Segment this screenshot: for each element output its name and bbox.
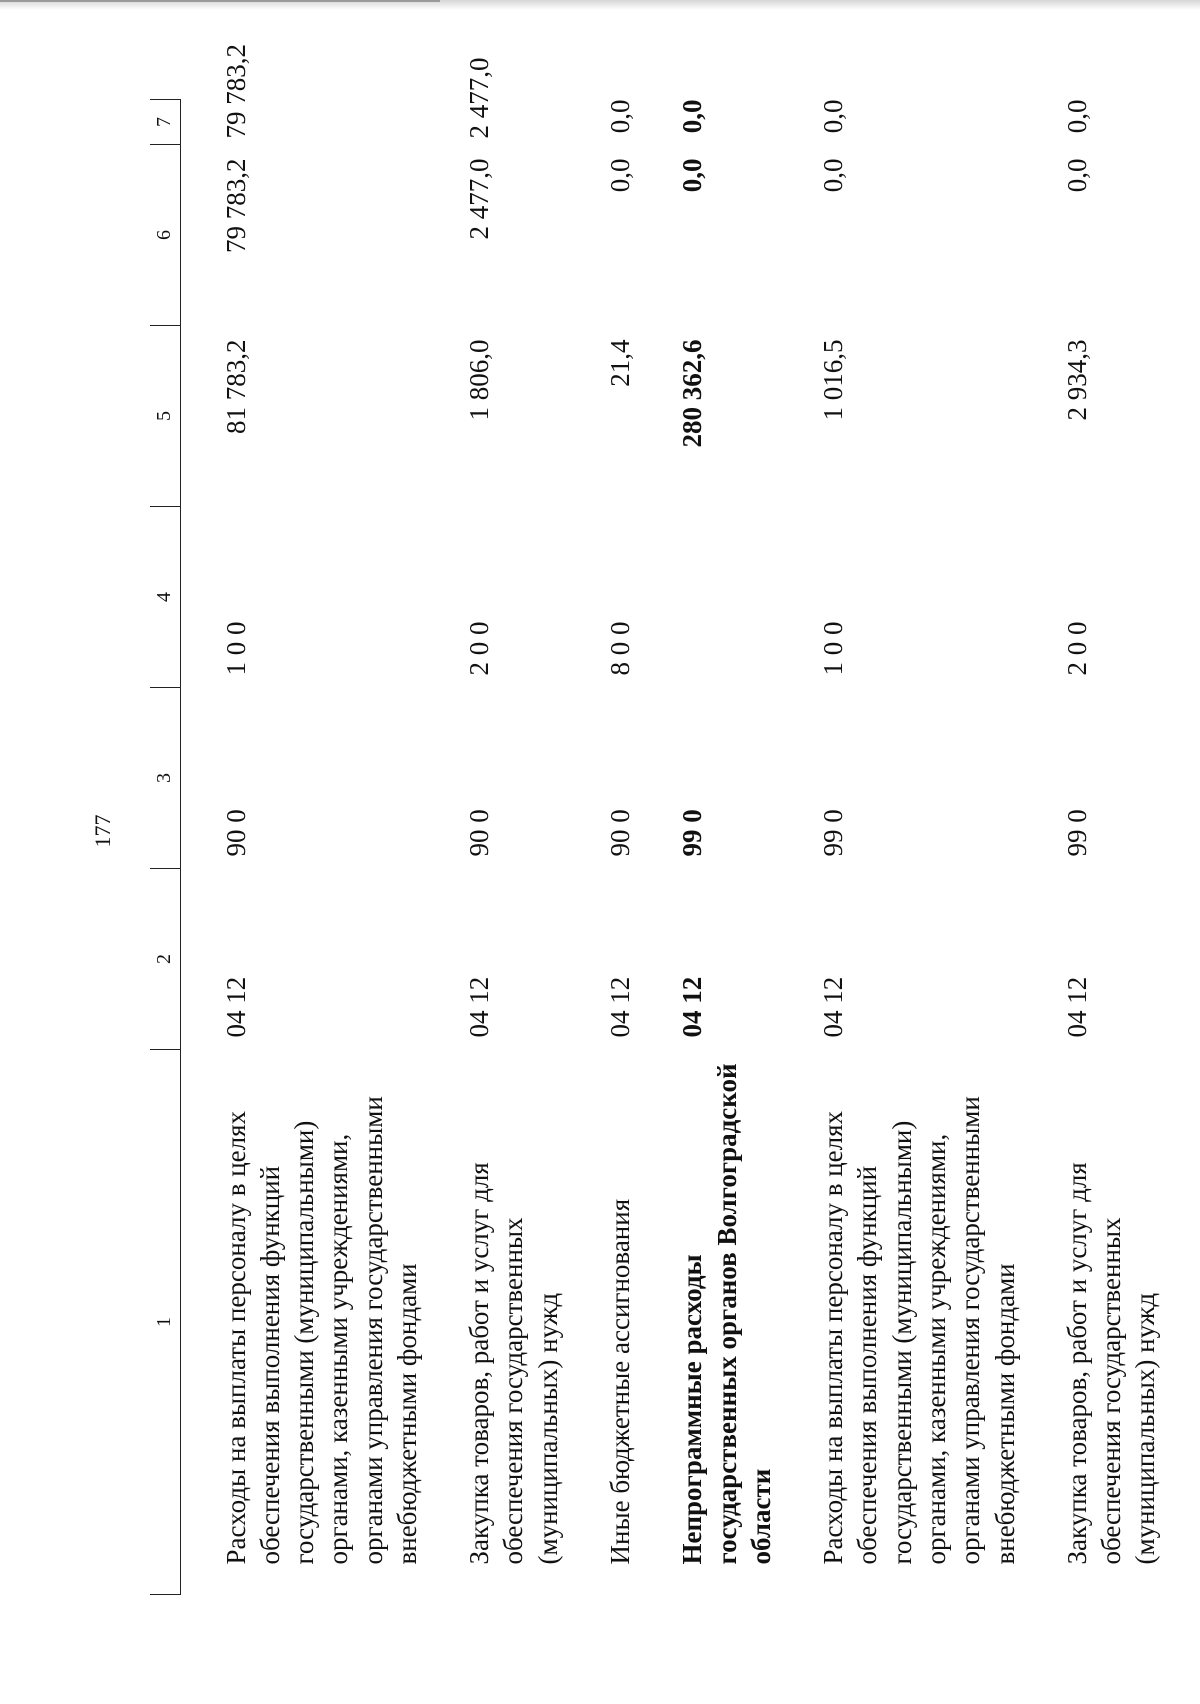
row-col-6: 0,0 — [605, 158, 636, 193]
table-spacer-row — [637, 100, 675, 1595]
row-col-5: 280 362,6 — [677, 339, 708, 448]
row-col-5: 81 783,2 — [220, 339, 251, 434]
page-number: 177 — [90, 814, 115, 848]
row-name: Непрограммные расходы государственных органов Волгоградской области — [677, 1063, 776, 1565]
row-name: Иные бюджетные ассигнования — [605, 1198, 636, 1565]
header-col-3: 3 — [150, 688, 181, 869]
row-col-4: 2 0 0 — [1061, 621, 1092, 676]
budget-table-container — [150, 44, 1180, 1595]
row-name: Расходы на выплаты персоналу в целях обеспечения выполнения функций государственными (муниципальными) органами, казенными учреждениями, органами управления государственными внебюджетными фондами — [220, 1096, 422, 1565]
table-row — [1060, 100, 1163, 1595]
header-col-7: 7 — [150, 100, 181, 145]
row-col-3: 99 0 — [677, 809, 708, 857]
row-col-6: 0,0 — [677, 158, 708, 193]
header-col-1: 1 — [150, 1050, 181, 1595]
row-name: Расходы на выплаты персоналу в целях обеспечения выполнения функций государственными (муниципальными) органами, казенными учреждениями, органами управления государственными внебюджетными фондами — [818, 1096, 1020, 1565]
row-col-5: 2 934,3 — [1061, 339, 1092, 421]
row-col-7: 0,0 — [1061, 99, 1092, 134]
row-col-3: 90 0 — [220, 809, 251, 857]
row-col-6: 0,0 — [1061, 158, 1092, 193]
table-spacer-row — [778, 100, 816, 1595]
row-col-7: 0,0 — [677, 99, 708, 134]
header-col-5: 5 — [150, 326, 181, 507]
table-row — [219, 100, 425, 1595]
table-spacer-row — [1022, 100, 1060, 1595]
row-col-7: 0,0 — [818, 99, 849, 134]
row-col-6: 2 477,0 — [464, 158, 495, 240]
row-col-4: 1 0 0 — [220, 621, 251, 676]
row-col-2: 04 12 — [220, 976, 251, 1038]
row-col-7: 0,0 — [605, 99, 636, 134]
scan-top-edge — [0, 0, 440, 2]
table-row — [603, 100, 637, 1595]
row-col-3: 90 0 — [605, 809, 636, 857]
row-col-5: 1 016,5 — [818, 339, 849, 421]
row-name: Закупка товаров, работ и услуг для обеспечения государственных (муниципальных) нужд — [464, 1162, 563, 1565]
row-name: Закупка товаров, работ и услуг для обеспечения государственных (муниципальных) нужд — [1061, 1162, 1161, 1565]
row-col-2: 04 12 — [464, 976, 495, 1038]
budget-table — [150, 44, 1163, 1595]
header-col-4: 4 — [150, 507, 181, 688]
row-col-6: 0,0 — [818, 158, 849, 193]
table-row — [816, 100, 1022, 1595]
row-col-4: 2 0 0 — [464, 621, 495, 676]
row-col-4: 1 0 0 — [818, 621, 849, 676]
row-col-4 — [675, 507, 778, 688]
header-col-6: 6 — [150, 145, 181, 326]
table-row-section-header — [675, 100, 778, 1595]
row-col-4: 8 0 0 — [605, 621, 636, 676]
row-col-7: 79 783,2 — [220, 44, 251, 139]
row-col-3: 90 0 — [464, 809, 495, 857]
table-spacer-row — [565, 100, 603, 1595]
row-col-2: 04 12 — [818, 976, 849, 1038]
row-col-3: 99 0 — [818, 809, 849, 857]
row-col-6: 79 783,2 — [220, 158, 251, 253]
row-col-3: 99 0 — [1061, 809, 1092, 857]
table-row — [462, 100, 565, 1595]
header-col-2: 2 — [150, 869, 181, 1050]
row-col-5: 21,4 — [605, 339, 636, 387]
row-col-2: 04 12 — [1061, 976, 1092, 1038]
table-spacer-row — [181, 100, 219, 1595]
row-col-2: 04 12 — [677, 976, 708, 1038]
table-spacer-row — [424, 100, 462, 1595]
header-row — [150, 100, 181, 1595]
row-col-7: 2 477,0 — [464, 57, 495, 139]
row-col-5: 1 806,0 — [464, 339, 495, 421]
row-col-2: 04 12 — [605, 976, 636, 1038]
